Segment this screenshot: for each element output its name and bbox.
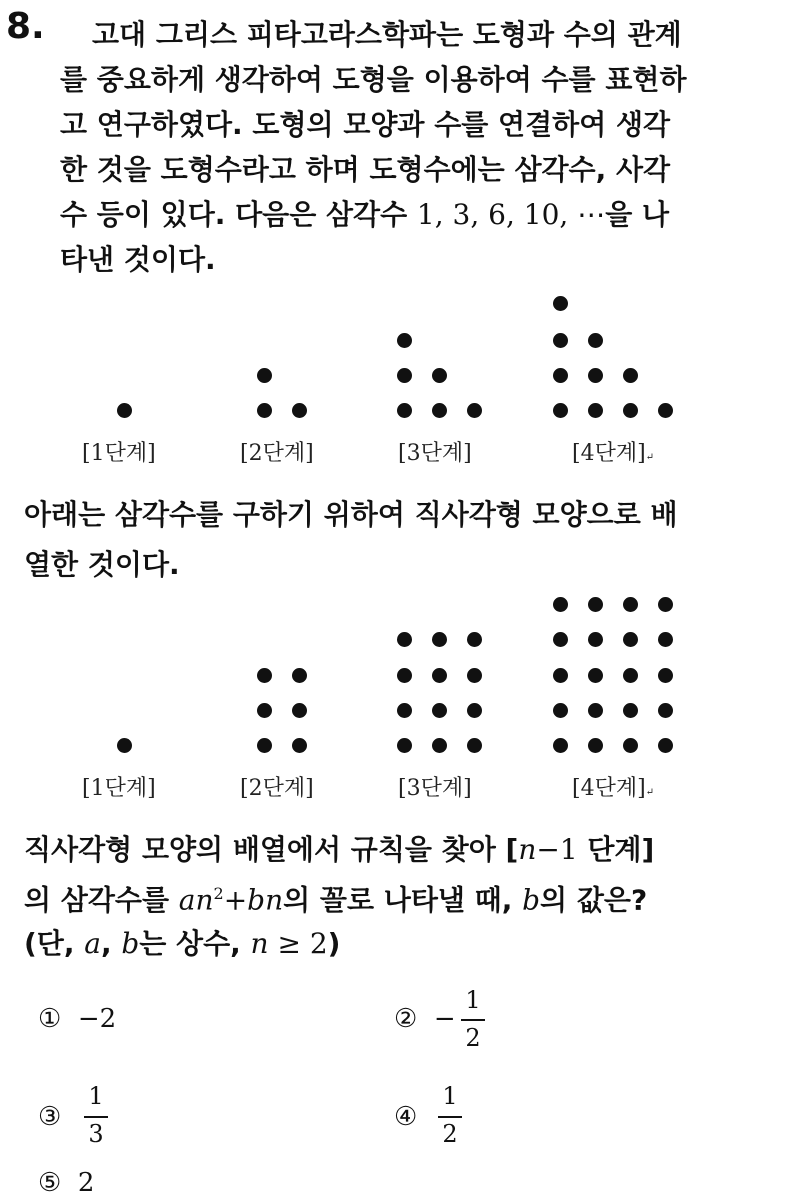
rect-dot: [467, 703, 482, 718]
var-b: b: [247, 883, 266, 917]
var-a: a: [178, 883, 196, 917]
stage-label-2: [2단계]: [240, 776, 314, 801]
fraction-bar: [461, 1019, 485, 1021]
rect-dot: [432, 738, 447, 753]
var-n: n: [265, 883, 284, 917]
rect-dot: [588, 632, 603, 647]
paragraph-mark: ↵: [645, 787, 655, 798]
intro-line-4: 한 것을 도형수라고 하며 도형수에는 삼각수, 사각: [60, 153, 671, 186]
cond-comma: ,: [100, 927, 122, 961]
triangle-dot: [658, 403, 673, 418]
stage-label-2: [2단계]: [240, 441, 314, 466]
rect-dot: [553, 597, 568, 612]
choice-4[interactable]: [394, 1102, 417, 1132]
line5-text: 수 등이 있다. 다음은 삼각수: [60, 198, 417, 231]
choice-value: 2: [77, 1168, 95, 1198]
rect-dot: [623, 668, 638, 683]
rect-dot: [658, 738, 673, 753]
triangle-dot: [292, 403, 307, 418]
cond-close: ): [327, 927, 341, 961]
triangle-dot: [553, 333, 568, 348]
triangle-dot: [553, 368, 568, 383]
triangle-dot: [588, 333, 603, 348]
rect-dot: [623, 738, 638, 753]
paragraph-mark: ↵: [645, 452, 655, 463]
var-n: n: [250, 927, 269, 961]
var-n: n: [195, 883, 214, 917]
intro-line-6: 타낸 것이다.: [60, 243, 216, 276]
var-a: a: [84, 927, 101, 961]
triangle-dot: [257, 403, 272, 418]
stage-label-4: [572, 771, 654, 802]
fraction-bar: [438, 1116, 462, 1118]
exponent: 2: [213, 884, 224, 903]
stage-label-1: [1단계]: [82, 776, 156, 801]
rect-dot: [292, 738, 307, 753]
choice-marker: ③: [38, 1102, 62, 1132]
rect-dot: [292, 668, 307, 683]
triangle-dot: [623, 368, 638, 383]
triangle-dot: [553, 296, 568, 311]
prompt-l2-end: 의 값은?: [540, 883, 648, 917]
choice-3[interactable]: [38, 1102, 61, 1132]
rect-dot: [623, 597, 638, 612]
stage-label-3: [3단계]: [398, 776, 472, 801]
rect-dot: [588, 703, 603, 718]
cond-open: (단,: [24, 927, 85, 961]
choice-sign: −: [433, 1004, 456, 1034]
rect-dot: [588, 597, 603, 612]
triangle-dot: [432, 403, 447, 418]
triangular-numbers: 1, 3, 6, 10,: [416, 198, 578, 231]
choice-3-denominator: 3: [88, 1120, 104, 1148]
rect-dot: [553, 703, 568, 718]
rect-dot: [658, 597, 673, 612]
rect-dot: [553, 632, 568, 647]
choice-marker: ②: [394, 1004, 418, 1034]
rect-dot: [397, 632, 412, 647]
var-n: n: [518, 833, 537, 866]
stage-label-3: [3단계]: [398, 441, 472, 466]
cond-mid: 는 상수,: [139, 927, 251, 961]
stage-label-1: [1단계]: [82, 441, 156, 466]
choice-value: −2: [77, 1004, 117, 1034]
choice-4-numerator: 1: [442, 1082, 458, 1110]
triangle-dot: [588, 403, 603, 418]
var-b: b: [121, 927, 140, 961]
stage-label-4: [572, 436, 654, 467]
ge-two: ≥ 2: [268, 927, 328, 961]
intro-line-1: 고대 그리스 피타고라스학파는 도형과 수의 관계: [92, 18, 682, 51]
choice-2-numerator: 1: [465, 986, 481, 1014]
rect-dot: [257, 738, 272, 753]
rect-dot: [257, 668, 272, 683]
rect-dot: [257, 703, 272, 718]
rect-dot: [553, 668, 568, 683]
rect-paragraph: [24, 490, 678, 590]
rect-dot: [658, 703, 673, 718]
triangle-dot: [623, 403, 638, 418]
rect-dot: [397, 668, 412, 683]
rect-dot: [588, 668, 603, 683]
rect-dot: [397, 738, 412, 753]
choice-marker: ④: [394, 1102, 418, 1132]
choice-2[interactable]: [394, 1004, 456, 1034]
stage-4-text: [4단계]: [572, 776, 646, 801]
question-number: 8.: [6, 6, 45, 47]
choice-4-denominator: 2: [442, 1120, 458, 1148]
rect-dot: [623, 703, 638, 718]
choice-marker: ①: [38, 1004, 62, 1034]
prompt-l2-text: 의 삼각수를: [24, 883, 179, 917]
minus-one: −1: [536, 833, 578, 866]
intro-paragraph: [0, 12, 687, 282]
choice-2-denominator: 2: [465, 1024, 481, 1052]
rect-dot: [432, 632, 447, 647]
rect-dot: [432, 703, 447, 718]
choice-1[interactable]: [38, 1004, 116, 1034]
rect-dot: [292, 703, 307, 718]
choice-3-numerator: 1: [88, 1082, 104, 1110]
choice-marker: ⑤: [38, 1168, 62, 1198]
rect-dot: [588, 738, 603, 753]
triangle-dot: [553, 403, 568, 418]
var-b: b: [522, 883, 541, 917]
rect-dot: [397, 703, 412, 718]
triangle-dot: [467, 403, 482, 418]
rect-dot: [658, 632, 673, 647]
ellipsis: ⋯: [577, 198, 606, 231]
triangle-dot: [588, 368, 603, 383]
choice-5[interactable]: [38, 1168, 94, 1198]
rect-dot: [117, 738, 132, 753]
rect-dot: [467, 738, 482, 753]
prompt-paragraph: [24, 828, 654, 966]
rect-dot: [432, 668, 447, 683]
triangle-dot: [257, 368, 272, 383]
triangle-dot: [117, 403, 132, 418]
triangle-dot: [397, 368, 412, 383]
rect-dot: [658, 668, 673, 683]
intro-line-2: 를 중요하게 생각하여 도형을 이용하여 수를 표현하: [60, 63, 687, 96]
rect-line-1: 아래는 삼각수를 구하기 위하여 직사각형 모양으로 배: [24, 498, 678, 531]
rect-line-2: 열한 것이다.: [24, 548, 180, 581]
prompt-l1-text: 직사각형 모양의 배열에서 규칙을 찾아 [: [24, 833, 519, 866]
prompt-line-2: [24, 872, 654, 922]
line5-end: 을 나: [605, 198, 670, 231]
fraction-bar: [84, 1116, 108, 1118]
plus-sign: +: [223, 883, 248, 917]
rect-dot: [467, 668, 482, 683]
rect-dot: [553, 738, 568, 753]
triangle-dot: [397, 403, 412, 418]
prompt-line-1: [24, 828, 654, 872]
triangle-dot: [397, 333, 412, 348]
stage-4-text: [4단계]: [572, 441, 646, 466]
rect-dot: [623, 632, 638, 647]
triangle-dot: [432, 368, 447, 383]
prompt-line-3: [24, 922, 654, 966]
intro-line-5: [0, 192, 687, 237]
prompt-l2-mid: 의 꼴로 나타낼 때,: [283, 883, 523, 917]
rect-dot: [467, 632, 482, 647]
intro-line-3: 고 연구하였다. 도형의 모양과 수를 연결하여 생각: [60, 108, 671, 141]
prompt-l1-end: 단계]: [577, 833, 655, 866]
